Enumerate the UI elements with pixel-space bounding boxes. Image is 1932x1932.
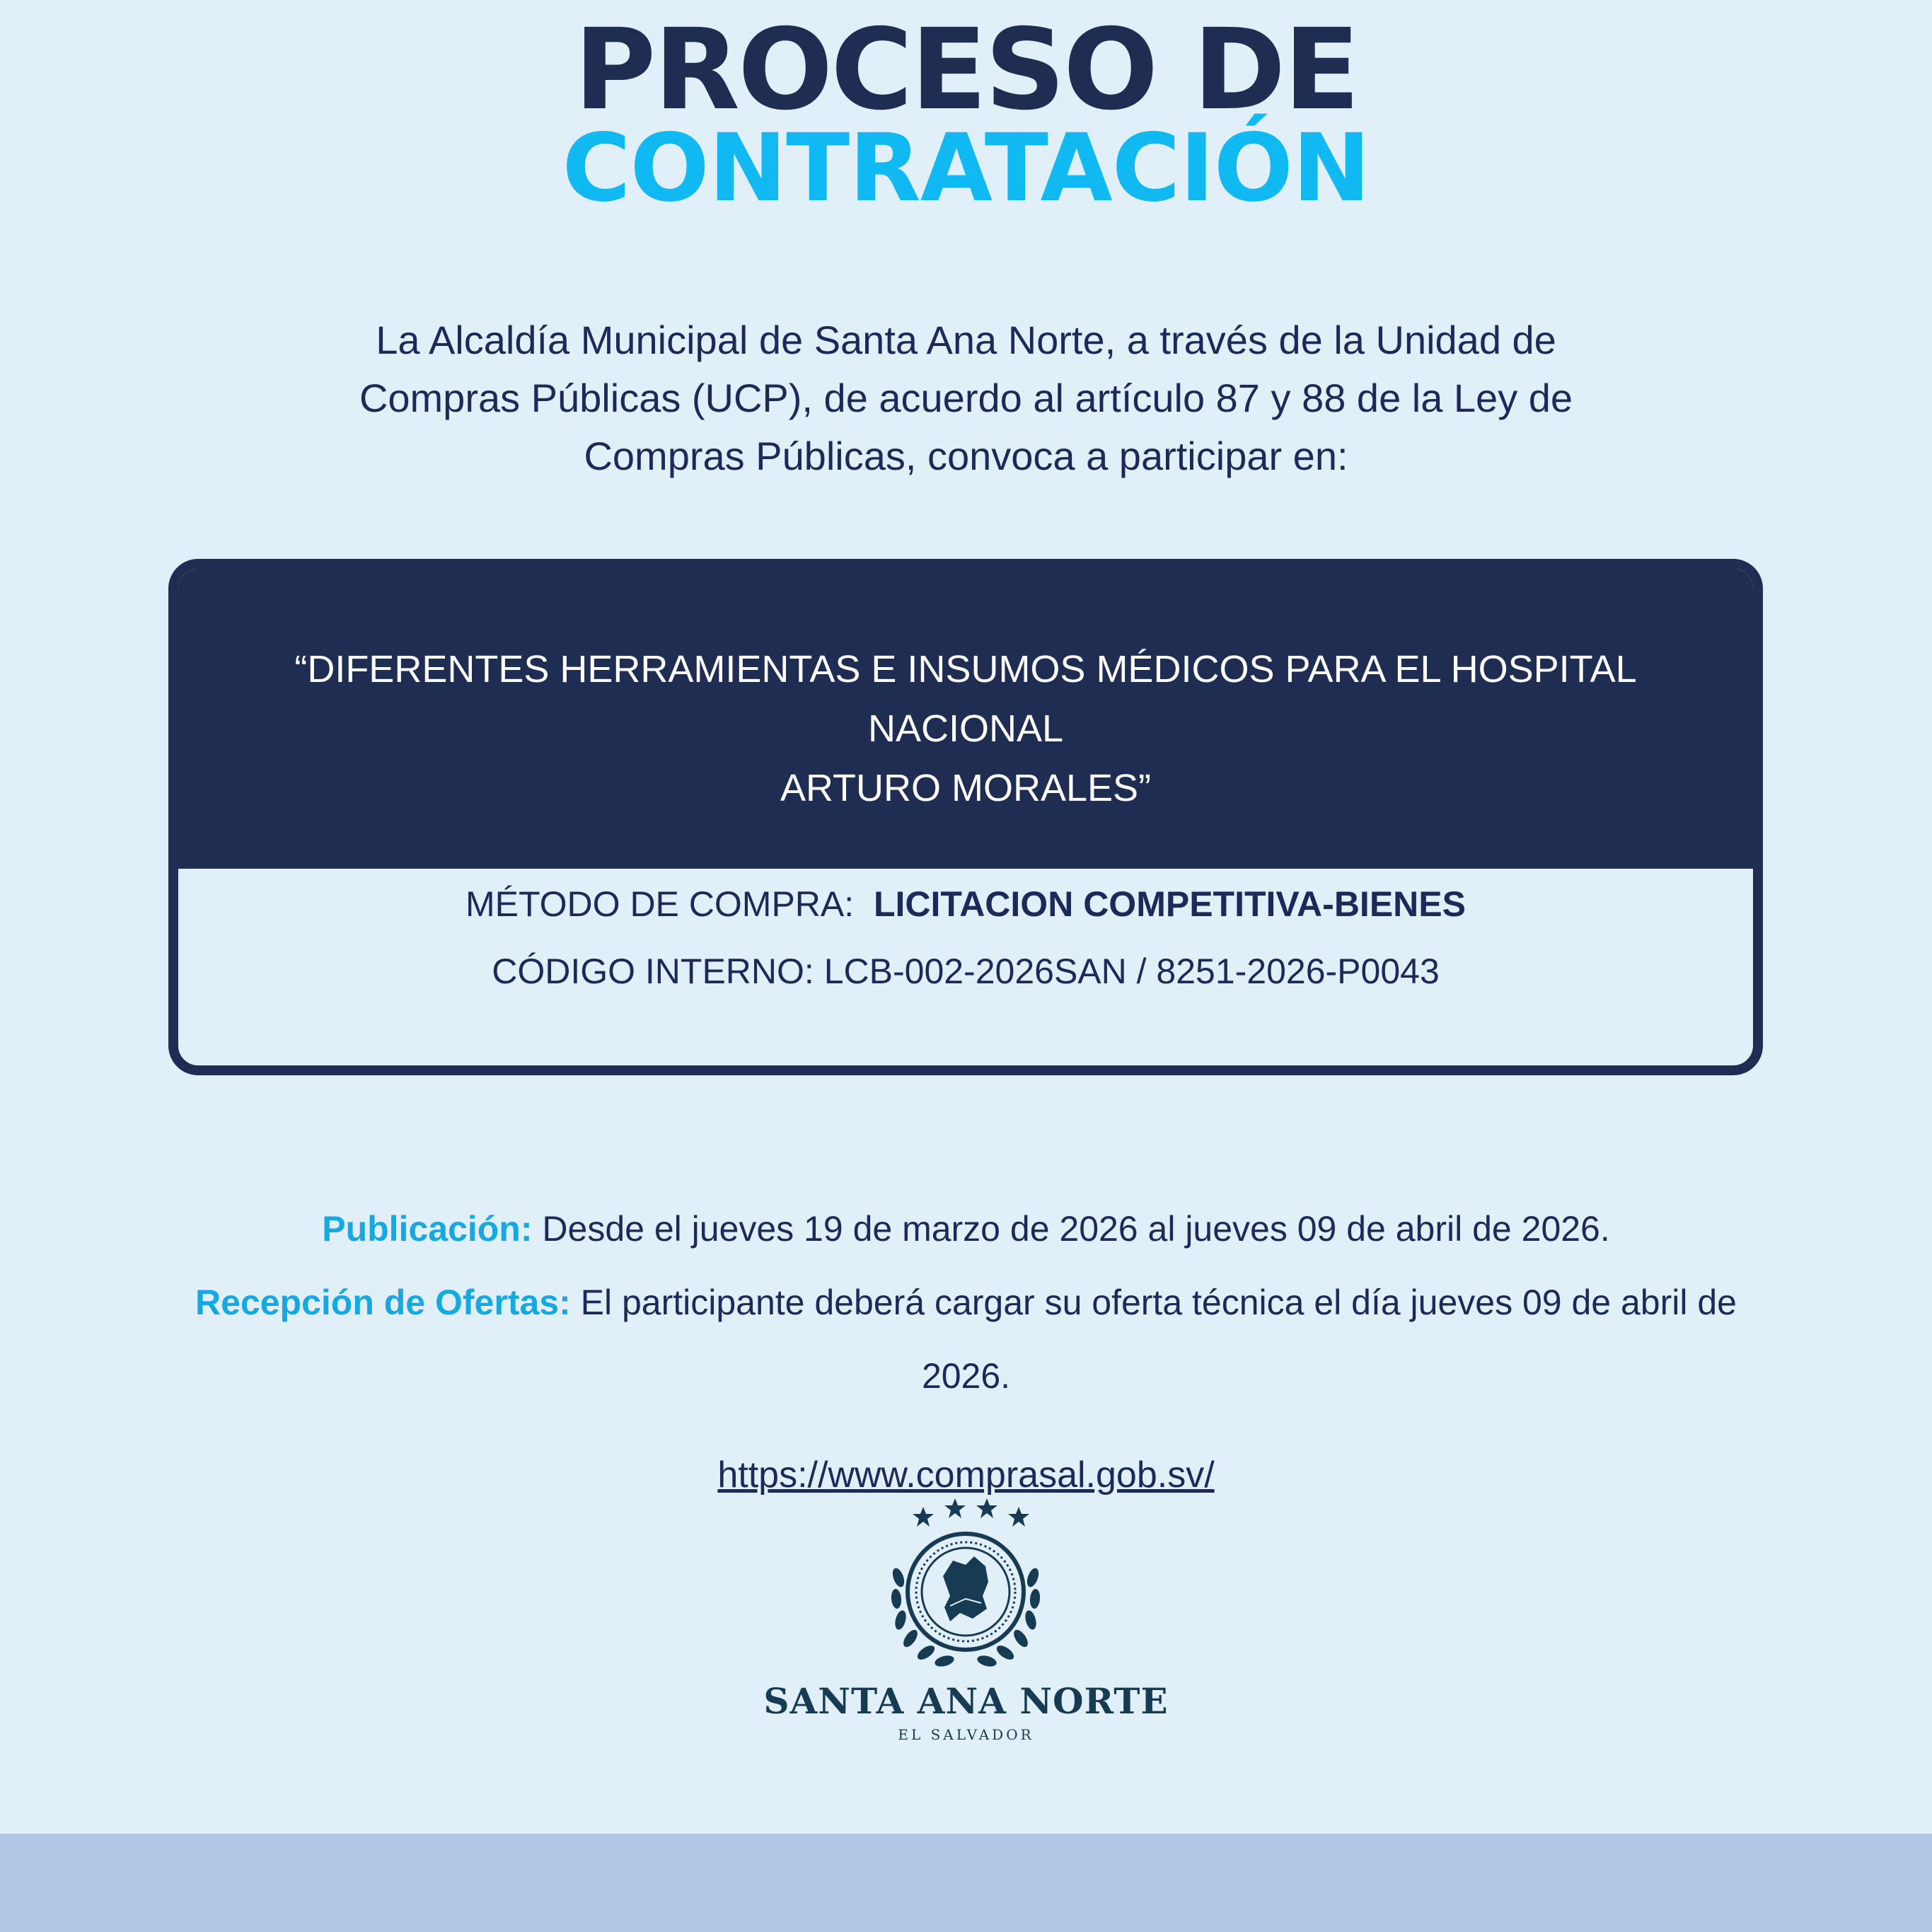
purchase-method <box>178 884 1753 925</box>
internal-code-label: CÓDIGO INTERNO: <box>492 951 814 991</box>
municipal-seal-icon <box>867 1493 1065 1691</box>
publication-row <box>184 1192 1748 1266</box>
contract-title-line-2: ARTURO MORALES” <box>780 767 1152 809</box>
publication-label: Publicación: <box>322 1209 533 1249</box>
intro-paragraph: La Alcaldía Municipal de Santa Ana Norte, a través de la Unidad de Compras Públicas (UCP), de acuerdo al artículo 87 y 88 de la Ley de Compras Públicas, convoca a participar en: <box>359 318 1573 478</box>
card-header <box>178 569 1753 869</box>
publication-text: Desde el jueves 19 de marzo de 2026 al jueves 09 de abril de 2026. <box>542 1209 1610 1249</box>
internal-code <box>178 951 1753 992</box>
logo-country: EL SALVADOR <box>898 1726 1034 1743</box>
comprasal-link[interactable]: https://www.comprasal.gob.sv/ <box>717 1454 1215 1496</box>
contract-title <box>207 640 1725 818</box>
reception-text: El participante deberá cargar su oferta técnica el día jueves 09 de abril de 2026. <box>580 1283 1737 1396</box>
title-line-1: PROCESO DE <box>574 5 1358 135</box>
title-line-2: CONTRATACIÓN <box>562 114 1370 223</box>
contract-card <box>168 559 1763 1075</box>
internal-code-value: LCB-002-2026SAN / 8251-2026-P0043 <box>823 951 1440 991</box>
footer-band <box>0 1834 1932 1932</box>
schedule <box>184 1192 1748 1413</box>
reception-label: Recepción de Ofertas: <box>195 1283 571 1322</box>
purchase-method-value: LICITACION COMPETITIVA-BIENES <box>873 884 1466 924</box>
logo-name: SANTA ANA NORTE <box>763 1680 1169 1722</box>
contract-title-line-1: “DIFERENTES HERRAMIENTAS E INSUMOS MÉDICOS PARA EL HOSPITAL NACIONAL <box>294 648 1637 750</box>
reception-row <box>184 1266 1748 1413</box>
purchase-method-label: MÉTODO DE COMPRA: <box>465 884 855 924</box>
